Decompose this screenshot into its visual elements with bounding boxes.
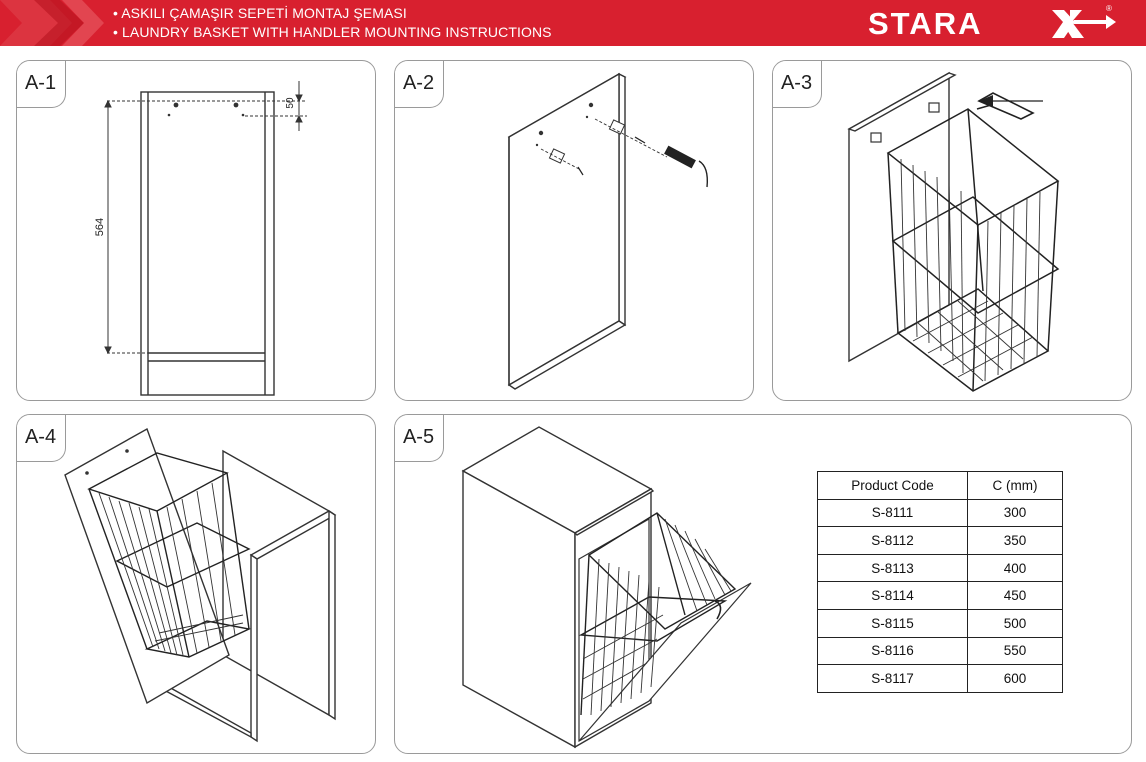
side-panel-screws-drawing	[395, 61, 754, 401]
cabinet-open-basket-drawing	[395, 415, 795, 754]
panel-label: A-4	[16, 414, 66, 462]
panel-a3	[772, 60, 1132, 401]
product-code-cell: S-8111	[818, 499, 968, 527]
title-turkish: • ASKILI ÇAMAŞIR SEPETİ MONTAJ ŞEMASI	[113, 5, 407, 21]
panel-label: A-2	[394, 60, 444, 108]
table-row	[818, 609, 1063, 637]
product-code-cell: S-8113	[818, 554, 968, 582]
c-mm-cell: 300	[968, 499, 1063, 527]
registered-mark: ®	[1106, 4, 1112, 13]
panel-label: A-5	[394, 414, 444, 462]
table-row	[818, 637, 1063, 665]
panel-a1	[16, 60, 376, 401]
panel-a2	[394, 60, 754, 401]
column-header-product-code: Product Code	[818, 472, 968, 500]
table-row	[818, 499, 1063, 527]
product-code-cell: S-8114	[818, 582, 968, 610]
header-bar	[0, 0, 1146, 46]
c-mm-cell: 500	[968, 609, 1063, 637]
cabinet-front-drawing	[17, 61, 376, 401]
panel-label: A-1	[16, 60, 66, 108]
column-header-c-mm: C (mm)	[968, 472, 1063, 500]
c-mm-cell: 450	[968, 582, 1063, 610]
product-code-cell: S-8117	[818, 665, 968, 693]
table-row	[818, 665, 1063, 693]
cabinet-tilted-basket-drawing	[17, 415, 376, 754]
table-row	[818, 554, 1063, 582]
panel-a5	[394, 414, 1132, 754]
dimension-height: 564	[94, 217, 106, 237]
c-mm-cell: 600	[968, 665, 1063, 693]
c-mm-cell: 400	[968, 554, 1063, 582]
product-code-cell: S-8116	[818, 637, 968, 665]
panel-label: A-3	[772, 60, 822, 108]
starax-logo: STARA	[868, 6, 983, 41]
chevron-decoration-icon	[0, 0, 110, 46]
c-mm-cell: 550	[968, 637, 1063, 665]
c-mm-cell: 350	[968, 527, 1063, 555]
dimension-top: 50	[285, 97, 296, 109]
product-code-cell: S-8115	[818, 609, 968, 637]
product-table	[817, 471, 1063, 693]
table-row	[818, 527, 1063, 555]
table-header-row	[818, 472, 1063, 500]
title-english: • LAUNDRY BASKET WITH HANDLER MOUNTING INSTRUCTIONS	[113, 24, 552, 40]
panel-a4	[16, 414, 376, 754]
basket-mounting-drawing	[773, 61, 1132, 401]
table-row	[818, 582, 1063, 610]
product-code-cell: S-8112	[818, 527, 968, 555]
